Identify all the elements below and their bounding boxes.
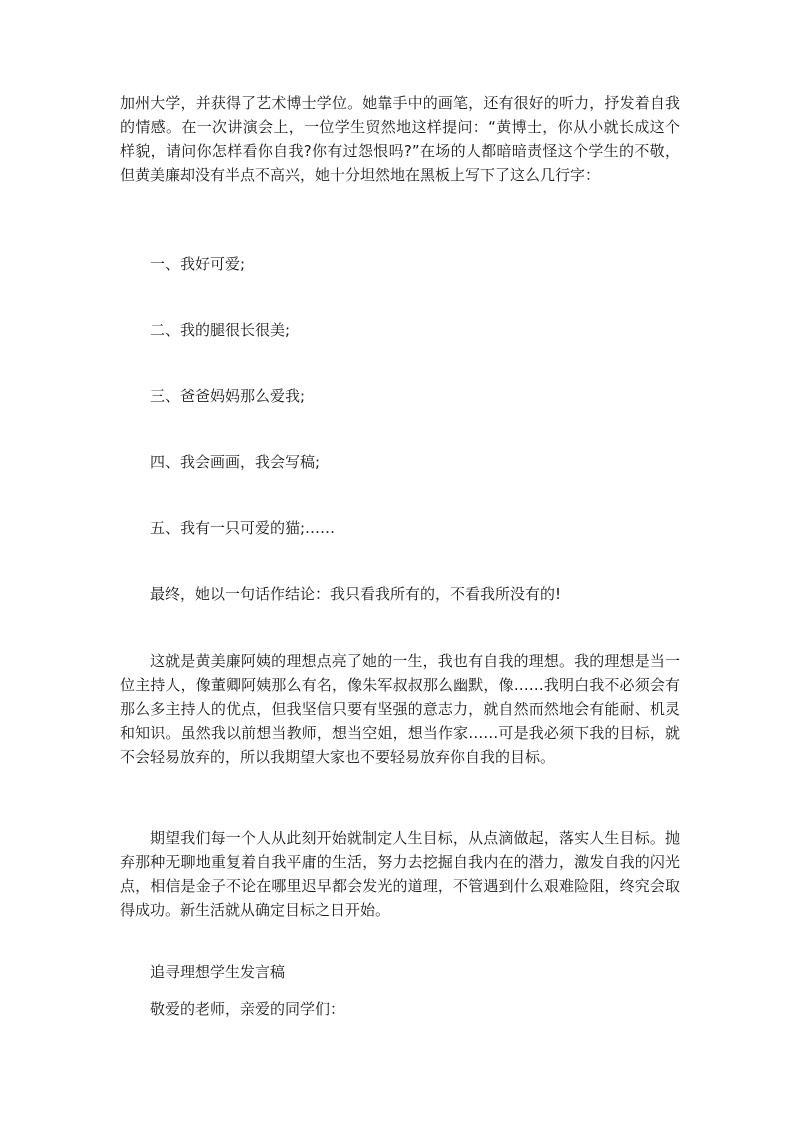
list-item-1: 一、我好可爱;	[150, 255, 246, 273]
list-item-5: 五、我有一只可爱的猫;……	[150, 519, 336, 537]
ideal-paragraph: 这就是黄美廉阿姨的理想点亮了她的一生，我也有自我的理想。我的理想是当一位主持人，像董卿阿姨那么有名，像朱军叔叔那么幽默，像……我明白我不必须会有那么多主持人的优点，但我坚信只要有坚强的意志力，就自然而然地会有能耐、机灵和知识。虽然我以前想当教师，想当空姐，想当作家……可是我必须下我的目标，就不会轻易放弃的，所以我期望大家也不要轻易放弃你自我的目标。	[120, 652, 680, 766]
next-article-title: 追寻理想学生发言稿	[150, 963, 286, 981]
hope-paragraph: 期望我们每一个人从此刻开始就制定人生目标，从点滴做起，落实人生目标。抛弃那种无聊地重复着自我平庸的生活，努力去挖掘自我内在的潜力，激发自我的闪光点，相信是金子不论在哪里迟早都会发光的道理，不管遇到什么艰难险阻，终究会取得成功。新生活就从确定目标之日开始。	[120, 829, 680, 919]
list-item-4: 四、我会画画，我会写稿;	[150, 453, 321, 471]
conclusion-line: 最终，她以一句话作结论：我只看我所有的，不看我所没有的!	[150, 585, 562, 603]
list-item-3: 三、爸爸妈妈那么爱我;	[150, 387, 306, 405]
greeting-line: 敬爱的老师，亲爱的同学们：	[150, 1000, 346, 1018]
intro-paragraph: 加州大学，并获得了艺术博士学位。她靠手中的画笔，还有很好的听力，抒发着自我的情感。在一次讲演会上，一位学生贸然地这样提问：“黄博士，你从小就长成这个样貌，请问你怎样看你自我?你有过怨恨吗?”在场的人都暗暗责怪这个学生的不敬，但黄美廉却没有半点不高兴，她十分坦然地在黑板上写下了这么几行字：	[120, 94, 680, 184]
list-item-2: 二、我的腿很长很美;	[150, 321, 291, 339]
